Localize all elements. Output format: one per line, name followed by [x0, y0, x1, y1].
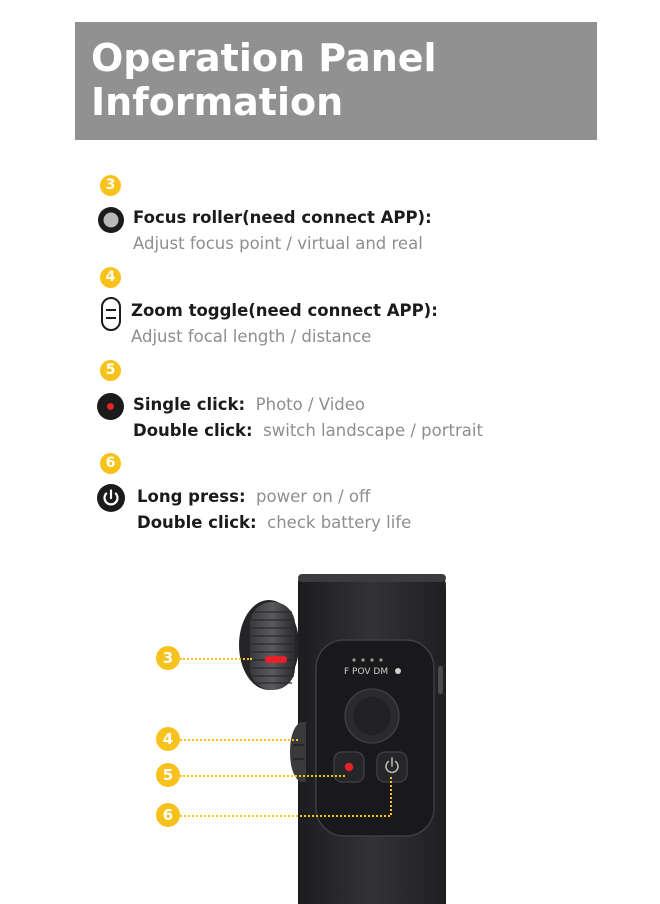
section-number-badge: 3	[100, 175, 121, 196]
long-press-row	[137, 487, 370, 506]
label-colon: :	[431, 301, 438, 320]
record-button-icon	[96, 392, 125, 421]
callout-badge: 4	[156, 727, 180, 751]
leader-line	[390, 777, 392, 815]
mode-label: F POV DM	[344, 667, 389, 677]
leader-line	[180, 775, 345, 777]
row-colon: :	[238, 487, 246, 506]
section-number-badge: 5	[100, 360, 121, 381]
zoom-toggle-label	[131, 301, 438, 320]
leader-line	[180, 815, 390, 817]
row-colon: :	[246, 421, 253, 440]
single-click-key: Single click	[133, 395, 239, 414]
page-title	[91, 36, 437, 124]
zoom-toggle-icon	[100, 296, 122, 332]
single-click-value: Photo / Video	[255, 395, 366, 414]
focus-roller-label	[133, 208, 432, 227]
focus-wheel-marker	[265, 656, 287, 663]
section-number-badge: 4	[100, 267, 121, 288]
focus-roller-label-text: Focus roller(need connect APP)	[133, 208, 426, 227]
battery-check-key: Double click	[137, 513, 251, 532]
row-colon: :	[238, 395, 246, 414]
page-title-line2: Information	[91, 80, 344, 124]
callout-badge: 6	[156, 803, 180, 827]
handle-top-ring	[298, 574, 446, 582]
double-click-row	[133, 421, 483, 440]
battery-check-value: check battery life	[267, 513, 412, 532]
focus-roller-description: Adjust focus point / virtual and real	[133, 234, 423, 253]
joystick-cap	[353, 697, 391, 735]
leader-line	[180, 739, 298, 741]
power-button	[377, 752, 407, 782]
long-press-key: Long press	[137, 487, 239, 506]
leader-line	[180, 658, 252, 660]
power-icon	[96, 483, 126, 513]
zoom-toggle-description: Adjust focal length / distance	[131, 327, 372, 346]
double-click-value: switch landscape / portrait	[263, 421, 483, 440]
side-zoom-toggle	[290, 722, 306, 782]
single-click-row	[133, 395, 365, 414]
focus-roller-icon	[97, 206, 125, 234]
gimbal-handle-illustration	[150, 570, 480, 904]
focus-wheel	[250, 602, 295, 690]
section-number-badge: 6	[100, 453, 121, 474]
zoom-toggle-label-text: Zoom toggle(need connect APP)	[131, 301, 432, 320]
callout-badge: 5	[156, 763, 180, 787]
page-title-line1: Operation Panel	[91, 36, 437, 80]
label-colon: :	[425, 208, 432, 227]
side-slot	[438, 666, 443, 694]
mode-indicator-dot	[395, 668, 401, 674]
callout-badge: 3	[156, 646, 180, 670]
battery-check-row	[137, 513, 411, 532]
double-click-key: Double click	[133, 421, 247, 440]
title-banner	[75, 22, 597, 140]
row-colon: :	[250, 513, 257, 532]
long-press-value: power on / off	[256, 487, 371, 506]
